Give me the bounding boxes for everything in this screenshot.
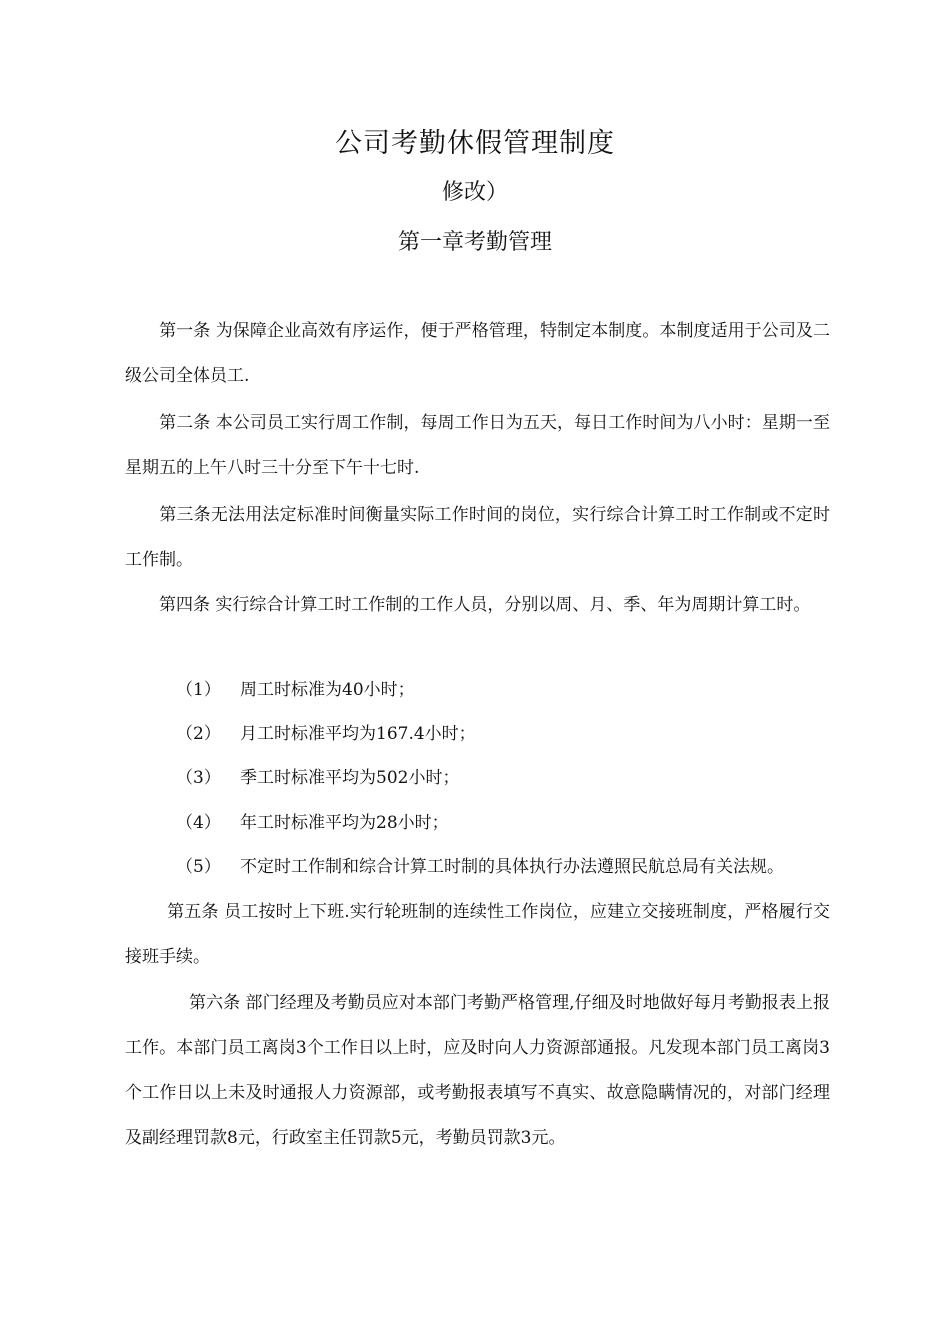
list-item-number: （2） <box>176 724 221 744</box>
list-item-text: 不定时工作制和综合计算工时制的具体执行办法遵照民航总局有关法规。 <box>240 857 784 877</box>
article-2 <box>125 401 830 491</box>
list-item <box>176 810 449 836</box>
list-item-text: 周工时标准为40小时； <box>240 680 415 700</box>
article-6-text: 第六条 部门经理及考勤员应对本部门考勤严格管理,仔细及时地做好每月考勤报表上报工作。本部门员工离岗3个工作日以上时，应及时向人力资源部通报。凡发现本部门员工离岗3个工作日以上未及时通报人力资源部，或考勤报表填写不真实、故意隐瞒情况的，对部门经理及副经理罚款8元，行政室主任罚款5元，考勤员罚款3元。 <box>125 993 830 1148</box>
document-subtitle: 修改） <box>441 180 508 205</box>
list-item-number: （3） <box>176 768 221 788</box>
list-item-number: （4） <box>176 813 221 833</box>
article-5-text: 第五条 员工按时上下班.实行轮班制的连续性工作岗位，应建立交接班制度，严格履行交接班手续。 <box>125 902 830 967</box>
article-4-text: 第四条 实行综合计算工时工作制的工作人员，分别以周、月、季、年为周期计算工时。 <box>159 595 811 615</box>
article-1 <box>125 309 830 399</box>
chapter-heading: 第一章考勤管理 <box>397 230 552 255</box>
article-3-text: 第三条无法用法定标准时间衡量实际工作时间的岗位，实行综合计算工时工作制或不定时工作制。 <box>125 505 830 570</box>
article-6 <box>125 981 830 1161</box>
list-item-number: （5） <box>176 857 221 877</box>
article-2-text: 第二条 本公司员工实行周工作制，每周工作日为五天，每日工作时间为八小时：星期一至星期五的上午八时三十分至下午十七时. <box>125 413 830 478</box>
list-item-text: 季工时标准平均为502小时； <box>240 768 460 788</box>
list-item-text: 年工时标准平均为28小时； <box>240 813 449 833</box>
list-item-text: 月工时标准平均为167.4小时； <box>240 724 476 744</box>
list-item <box>176 765 459 791</box>
article-4 <box>125 583 830 628</box>
article-1-text: 第一条 为保障企业高效有序运作，便于严格管理，特制定本制度。本制度适用于公司及二级公司全体员工. <box>125 321 830 386</box>
article-3 <box>125 493 830 583</box>
list-item <box>176 677 415 703</box>
list-item-number: （1） <box>176 680 221 700</box>
list-item <box>176 854 784 880</box>
document-title: 公司考勤休假管理制度 <box>335 128 615 159</box>
article-5 <box>125 890 830 980</box>
list-item <box>176 721 476 747</box>
